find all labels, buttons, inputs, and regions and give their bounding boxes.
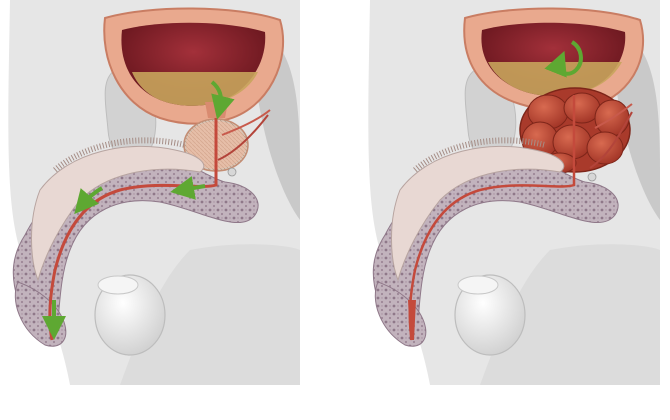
normal-prostate-panel <box>8 0 300 385</box>
bulbourethral-gland <box>588 173 596 181</box>
enlarged-prostate-panel <box>368 0 660 385</box>
epididymis <box>458 276 498 294</box>
epididymis <box>98 276 138 294</box>
bulbourethral-gland <box>228 168 236 176</box>
bladder-neck <box>205 102 228 118</box>
